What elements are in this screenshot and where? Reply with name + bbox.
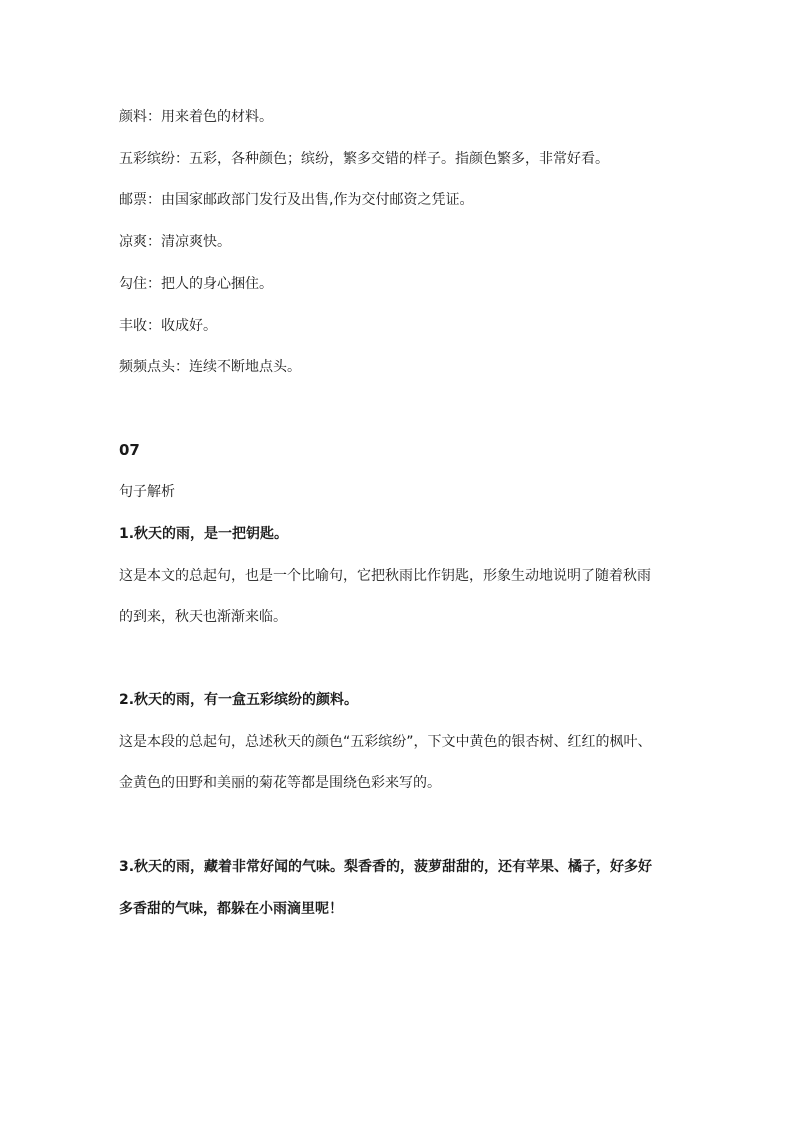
analysis-heading: 多香甜的气味，都躲在小雨滴里呢！ [119, 901, 343, 917]
section-number: 07 [119, 441, 140, 459]
analysis-heading: 3.秋天的雨，藏着非常好闻的气味。梨香香的，菠萝甜甜的，还有苹果、橘子，好多好 [119, 859, 653, 875]
analysis-body-line: 金黄色的田野和美丽的菊花等都是围绕色彩来写的。 [119, 775, 441, 791]
vocab-item: 勾住：把人的身心捆住。 [119, 276, 273, 292]
analysis-body-line: 的到来，秋天也渐渐来临。 [119, 609, 287, 625]
vocab-item: 邮票：由国家邮政部门发行及出售,作为交付邮资之凭证。 [119, 192, 474, 208]
analysis-heading: 2.秋天的雨，有一盒五彩缤纷的颜料。 [119, 692, 359, 708]
vocab-item: 丰收：收成好。 [119, 318, 217, 334]
analysis-heading: 1.秋天的雨，是一把钥匙。 [119, 526, 289, 542]
analysis-body-line: 这是本段的总起句，总述秋天的颜色“五彩缤纷”，下文中黄色的银杏树、红红的枫叶、 [119, 734, 652, 750]
vocab-item: 五彩缤纷：五彩，各种颜色；缤纷，繁多交错的样子。指颜色繁多，非常好看。 [119, 151, 609, 167]
section-title: 句子解析 [119, 484, 175, 500]
vocab-item: 颜料：用来着色的材料。 [119, 109, 273, 125]
vocab-item: 频频点头：连续不断地点头。 [119, 359, 301, 375]
vocab-item: 凉爽：清凉爽快。 [119, 234, 231, 250]
analysis-body-line: 这是本文的总起句，也是一个比喻句，它把秋雨比作钥匙，形象生动地说明了随着秋雨 [119, 568, 651, 584]
